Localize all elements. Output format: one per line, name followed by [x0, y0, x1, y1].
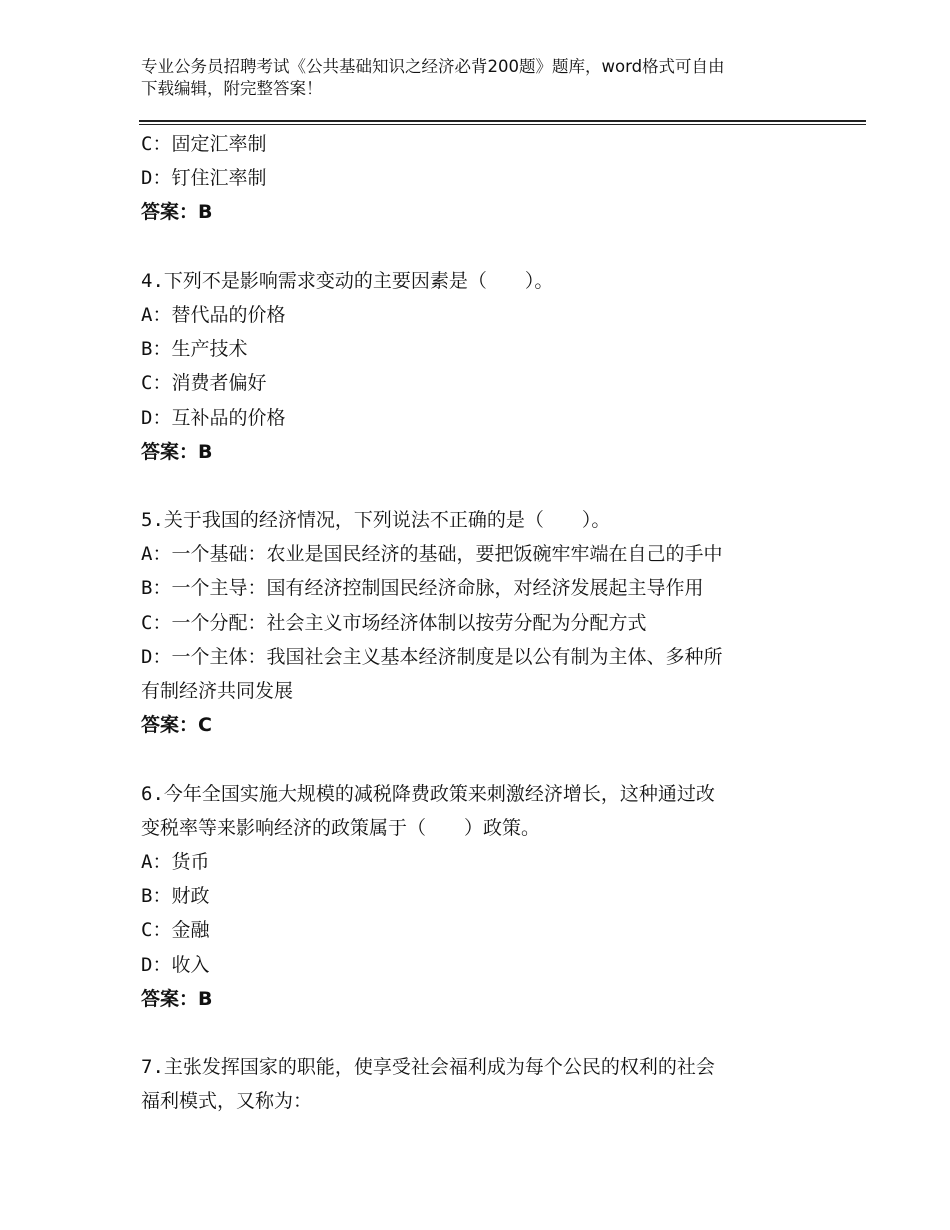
- option-a: A：替代品的价格: [141, 303, 286, 326]
- option-c: C：消费者偏好: [141, 372, 267, 395]
- option-c: C：金融: [141, 919, 210, 942]
- page-header: [141, 56, 821, 100]
- question-5: 5.关于我国的经济情况，下列说法不正确的是（ ）。: [141, 509, 611, 532]
- question-6: 6.今年全国实施大规模的减税降费政策来刺激经济增长，这种通过改: [141, 782, 715, 805]
- answer: 答案：C: [141, 714, 212, 737]
- option-d: D：一个主体：我国社会主义基本经济制度是以公有制为主体、多种所: [141, 645, 723, 668]
- option-c: C：固定汇率制: [141, 133, 267, 155]
- option-b: B：财政: [141, 885, 210, 908]
- question-7-continued: 福利模式，又称为：: [141, 1090, 313, 1113]
- option-d: D：钉住汇率制: [141, 167, 267, 190]
- spacer: [141, 230, 821, 264]
- question-content: [141, 127, 821, 1118]
- question-7: 7.主张发挥国家的职能，使享受社会福利成为每个公民的权利的社会: [141, 1056, 715, 1079]
- header-rule-thin: [139, 124, 866, 125]
- answer: 答案：B: [141, 201, 213, 224]
- answer: 答案：B: [141, 440, 213, 463]
- spacer: [141, 742, 821, 776]
- header-line-1: 专业公务员招聘考试《公共基础知识之经济必背200题》题库，word格式可自由: [141, 57, 725, 76]
- option-a: A：货币: [141, 850, 210, 873]
- answer: 答案：B: [141, 987, 213, 1010]
- header-rule-thick: [139, 120, 866, 122]
- question-4: 4.下列不是影响需求变动的主要因素是（ ）。: [141, 269, 554, 292]
- option-b: B：一个主导：国有经济控制国民经济命脉，对经济发展起主导作用: [141, 577, 704, 600]
- option-b: B：生产技术: [141, 338, 248, 361]
- option-d-continued: 有制经济共同发展: [141, 680, 294, 702]
- spacer: [141, 1016, 821, 1050]
- header-line-2: 下载编辑，附完整答案！: [141, 79, 323, 98]
- spacer: [141, 469, 821, 503]
- question-6-continued: 变税率等来影响经济的政策属于（ ）政策。: [141, 816, 541, 839]
- option-d: D：收入: [141, 953, 210, 976]
- option-d: D：互补品的价格: [141, 406, 286, 429]
- option-c: C：一个分配：社会主义市场经济体制以按劳分配为分配方式: [141, 611, 647, 634]
- option-a: A：一个基础：农业是国民经济的基础，要把饭碗牢牢端在自己的手中: [141, 543, 723, 566]
